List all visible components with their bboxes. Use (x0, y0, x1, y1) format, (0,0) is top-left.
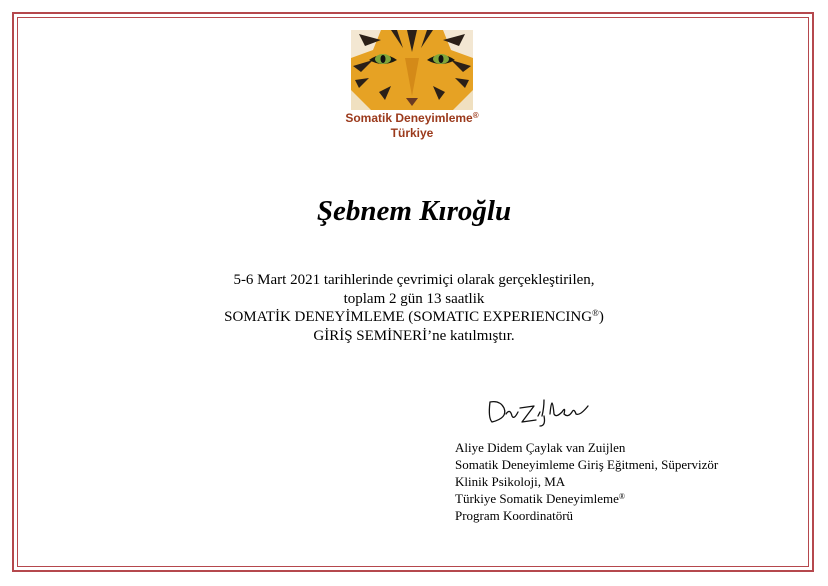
statement-line-2: toplam 2 gün 13 saatlik (343, 290, 485, 307)
signatory-credential: Klinik Psikoloji, MA (455, 474, 566, 489)
organization-country: Türkiye (390, 126, 434, 140)
signatory-name: Aliye Didem Çaylak van Zuijlen (455, 440, 626, 455)
statement-line-4: GİRİŞ SEMİNERİ’ne katılmıştır. (313, 327, 515, 344)
tiger-eyes-icon (351, 30, 473, 110)
handwritten-signature (484, 388, 594, 428)
recipient-name: Şebnem Kıroğlu (316, 195, 512, 227)
statement-line-3 (0, 308, 828, 327)
signatory-role: Program Koordinatörü (455, 508, 574, 523)
signatory-title: Somatik Deneyimleme Giriş Eğitmeni, Süpervizör (455, 457, 719, 472)
signatory-block (455, 439, 795, 524)
registered-mark: ® (472, 111, 479, 120)
certificate-statement (0, 271, 828, 345)
signatory-organization-name: Türkiye Somatik Deneyimleme (455, 491, 619, 506)
signatory-registered-mark: ® (618, 492, 625, 501)
organization-name: Somatik Deneyimleme (345, 111, 473, 125)
statement-line-1: 5-6 Mart 2021 tarihlerinde çevrimiçi olarak gerçekleştirilen, (233, 272, 595, 288)
signatory-organization (455, 490, 795, 507)
statement-registered-mark: ® (592, 308, 599, 318)
statement-line-3-main: SOMATİK DENEYİMLEME (SOMATIC EXPERIENCING (224, 309, 593, 325)
organization-logo-text (300, 111, 524, 141)
statement-line-3-end: ) (598, 309, 604, 325)
